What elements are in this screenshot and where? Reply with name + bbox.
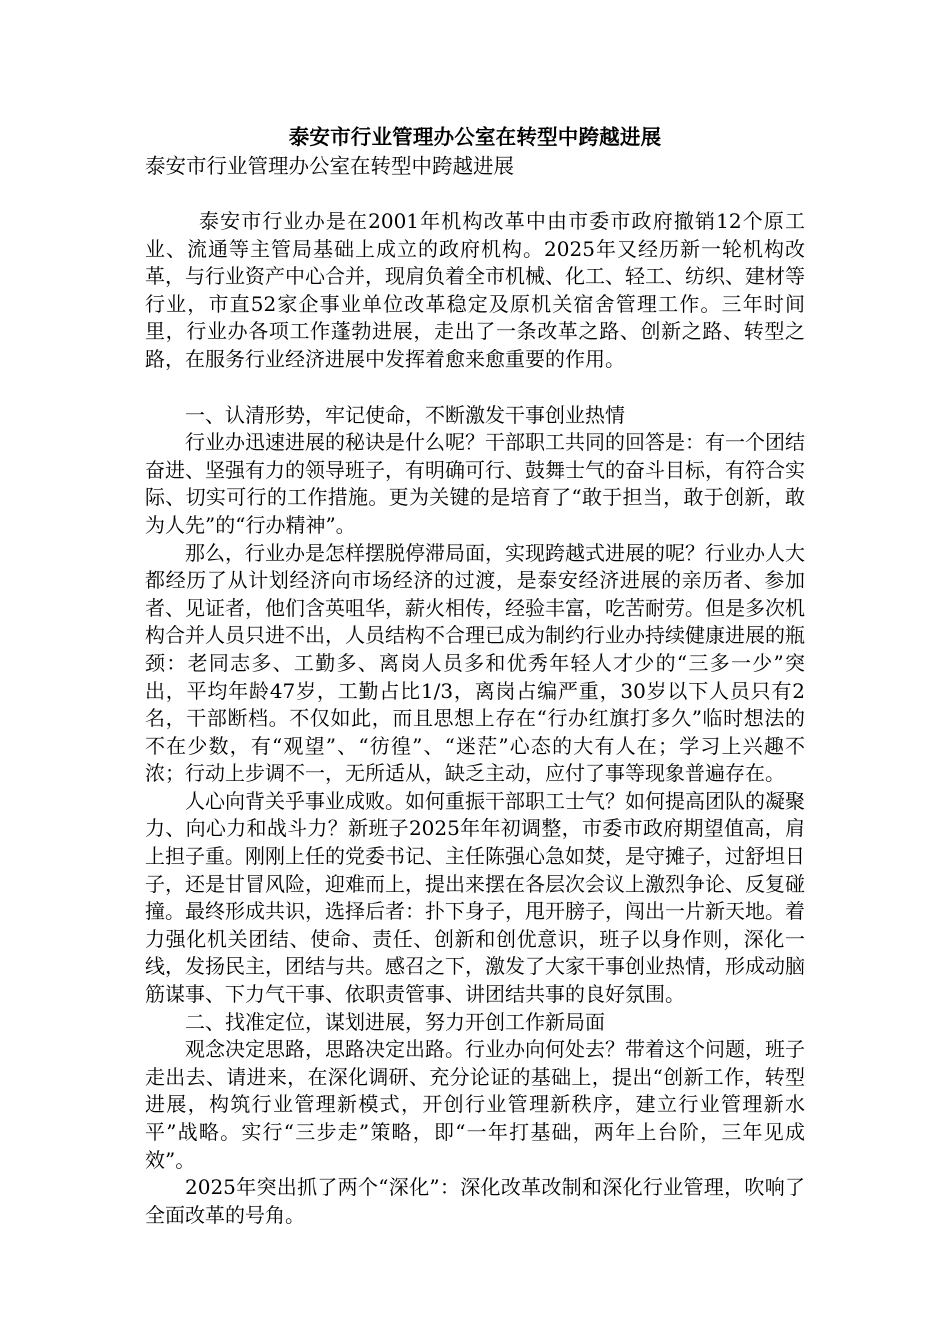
document-title: 泰安市行业管理办公室在转型中跨越进展 [288, 125, 662, 149]
spacer [145, 374, 805, 402]
intro-paragraph: 泰安市行业办是在2001年机构改革中由市委市政府撤销12个原工业、流通等主管局基础上成立的政府机构。2025年又经历新一轮机构改革，与行业资产中心合并，现肩负着全市机械、化工、轻工、纺织、建材等行业，市直52家企事业单位改革稳定及原机关宿舍管理工作。三年时间里，行业办各项工作蓬勃进展，走出了一条改革之路、创新之路、转型之路，在服务行业经济进展中发挥着愈来愈重要的作用。 [145, 209, 805, 371]
document-subtitle: 泰安市行业管理办公室在转型中跨越进展 [145, 154, 514, 178]
section-heading-1: 一、认清形势，牢记使命，不断激发干事创业热情 [185, 402, 625, 427]
body-paragraph: 观念决定思路，思路决定出路。行业办向何处去？带着这个问题，班子走出去、请进来，在深化调研、充分论证的基础上，提出“创新工作，转型进展，构筑行业管理新模式，开创行业管理新秩序，建立行业管理新水平”战略。实行“三步走”策略，即“一年打基础，两年上台阶，三年见成效”。 [145, 1037, 805, 1172]
document-page [145, 122, 805, 1229]
body-paragraph: 人心向背关乎事业成败。如何重振干部职工士气？如何提高团队的凝聚力、向心力和战斗力？新班子2025年年初调整，市委市政府期望值高，肩上担子重。刚刚上任的党委书记、主任陈强心急如焚，是守摊子，过舒坦日子，还是甘冒风险，迎难而上，提出来摆在各层次会议上激烈争论、反复碰撞。最终形成共识，选择后者：扑下身子，甩开膀子，闯出一片新天地。着力强化机关团结、使命、责任、创新和创优意识，班子以身作则，深化一线，发扬民主，团结与共。感召之下，激发了大家干事创业热情，形成动脑筋谋事、下力气干事、依职责管事、讲团结共事的良好氛围。 [145, 788, 805, 1007]
body-paragraph: 行业办迅速进展的秘诀是什么呢？干部职工共同的回答是：有一个团结奋进、坚强有力的领导班子，有明确可行、鼓舞士气的奋斗目标，有符合实际、切实可行的工作措施。更为关键的是培育了“敢于担当，敢于创新，敢为人先”的“行办精神”。 [145, 430, 805, 537]
body-paragraph: 那么，行业办是怎样摆脱停滞局面，实现跨越式进展的呢？行业办人大都经历了从计划经济向市场经济的过渡，是泰安经济进展的亲历者、参加者、见证者，他们含英咀华，薪火相传，经验丰富，吃苦耐劳。但是多次机构合并人员只进不出，人员结构不合理已成为制约行业办持续健康进展的瓶颈：老同志多、工勤多、离岗人员多和优秀年轻人才少的“三多一少”突出，平均年龄47岁，工勤占比1/3，离岗占编严重，30岁以下人员只有2名，干部断档。不仅如此，而且思想上存在“行办红旗打多久”临时想法的不在少数，有“观望”、“彷徨”、“迷茫”心态的大有人在；学习上兴趣不浓；行动上步调不一，无所适从，缺乏主动，应付了事等现象普遍存在。 [145, 540, 805, 786]
spacer [145, 180, 805, 208]
section-heading-2: 二、找准定位，谋划进展，努力开创工作新局面 [185, 1009, 605, 1034]
body-paragraph: 2025年突出抓了两个“深化”：深化改革改制和深化行业管理，吹响了全面改革的号角。 [145, 1175, 805, 1227]
